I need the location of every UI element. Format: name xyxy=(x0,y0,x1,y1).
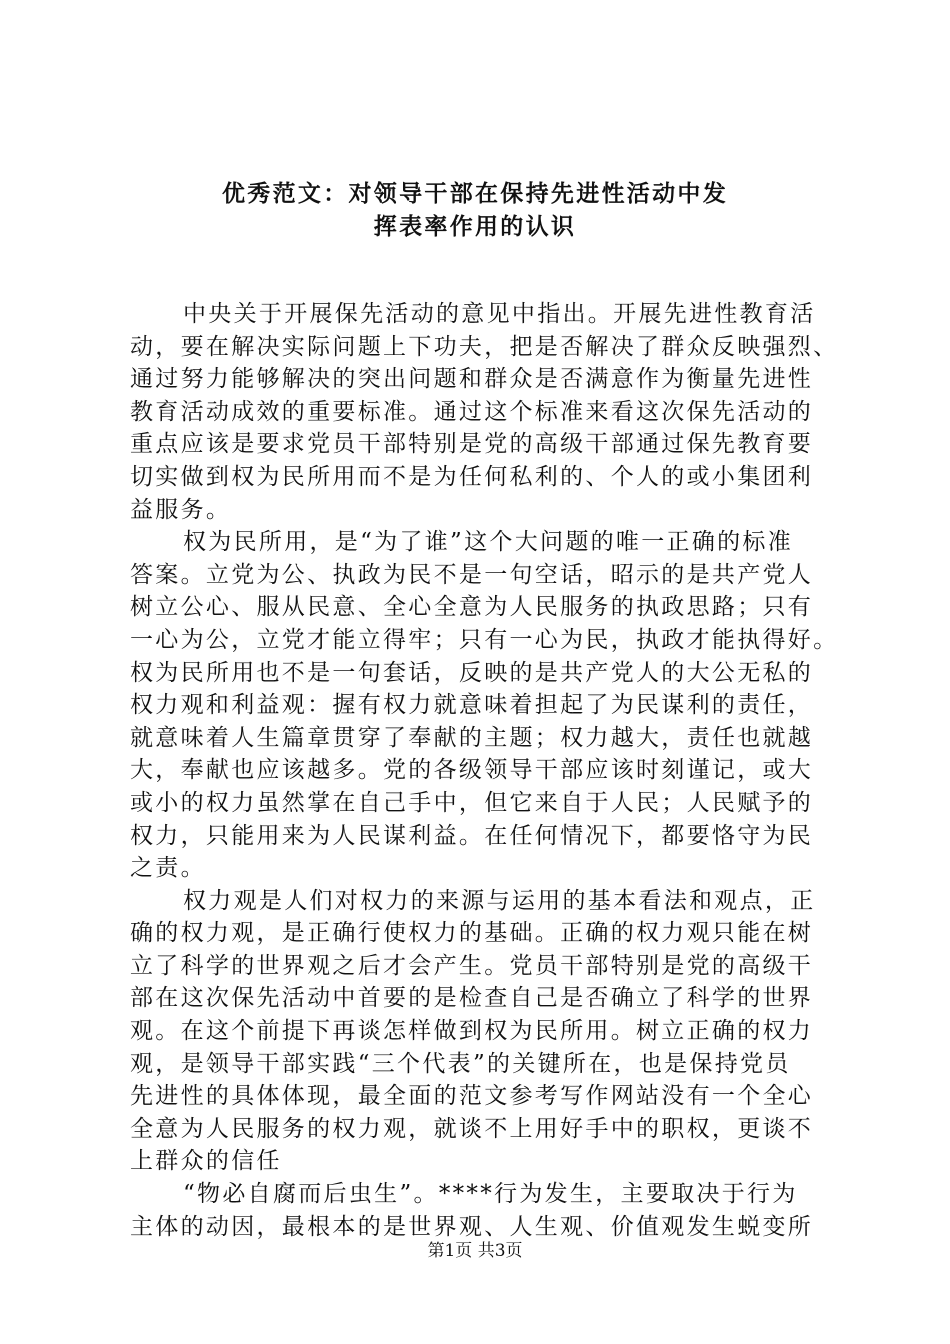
document-body xyxy=(130,298,839,1243)
text-line: 通过努力能够解决的突出问题和群众是否满意作为衡量先进性 xyxy=(130,366,814,393)
title-line: 挥表率作用的认识 xyxy=(373,212,577,240)
paragraph-3 xyxy=(130,885,830,1178)
document-title xyxy=(120,178,830,243)
text-line: 益服务。 xyxy=(130,496,232,523)
text-line: 重点应该是要求党员干部特别是党的高级干部通过保先教育要 xyxy=(130,431,814,458)
text-line: 教育活动成效的重要标准。通过这个标准来看这次保先活动的 xyxy=(130,398,814,425)
text-line: 权力，只能用来为人民谋利益。在任何情况下，都要恪守为民 xyxy=(130,822,814,849)
title-line: 优秀范文：对领导干部在保持先进性活动中发 xyxy=(222,180,728,207)
text-line: “物必自腐而后虫生”。****行为发生，主要取决于行为 xyxy=(183,1181,798,1208)
paragraph-4 xyxy=(130,1178,830,1243)
text-line: 权为民所用，是“为了谁”这个大问题的唯一正确的标准 xyxy=(183,529,794,556)
text-line: 权力观是人们对权力的来源与运用的基本看法和观点，正 xyxy=(183,887,816,914)
text-line: 答案。立党为公、执政为民不是一句空话，昭示的是共产党人 xyxy=(130,561,814,588)
text-line: 部在这次保先活动中首要的是检查自己是否确立了科学的世界 xyxy=(130,985,814,1012)
text-line: 权为民所用也不是一句套话，反映的是共产党人的大公无私的 xyxy=(130,659,814,686)
text-line: 中央关于开展保先活动的意见中指出。开展先进性教育活 xyxy=(183,301,816,327)
text-line: 全意为人民服务的权力观，就谈不上用好手中的职权，更谈不 xyxy=(130,1115,814,1142)
text-line: 上群众的信任 xyxy=(130,1148,282,1175)
text-line: 切实做到权为民所用而不是为任何私利的、个人的或小集团利 xyxy=(130,463,814,490)
text-line: 观，是领导干部实践“三个代表”的关键所在，也是保持党员 xyxy=(130,1050,791,1077)
paragraph-2 xyxy=(130,526,839,885)
text-line: 之责。 xyxy=(130,855,206,882)
text-line: 确的权力观，是正确行使权力的基础。正确的权力观只能在树 xyxy=(130,920,814,947)
text-line: 主体的动因，最根本的是世界观、人生观、价值观发生蜕变所 xyxy=(130,1213,814,1240)
text-line: 一心为公，立党才能立得牢；只有一心为民，执政才能执得好。 xyxy=(130,626,839,653)
paragraph-1 xyxy=(130,298,839,526)
text-line: 树立公心、服从民意、全心全意为人民服务的执政思路；只有 xyxy=(130,594,814,621)
text-line: 大，奉献也应该越多。党的各级领导干部应该时刻谨记，或大 xyxy=(130,757,814,784)
text-line: 先进性的具体体现，最全面的范文参考写作网站没有一个全心 xyxy=(130,1083,814,1110)
text-line: 就意味着人生篇章贯穿了奉献的主题；权力越大，责任也就越 xyxy=(130,724,814,751)
text-line: 动，要在解决实际问题上下功夫，把是否解决了群众反映强烈、 xyxy=(130,333,839,360)
text-line: 权力观和利益观：握有权力就意味着担起了为民谋利的责任， xyxy=(130,692,814,719)
text-line: 立了科学的世界观之后才会产生。党员干部特别是党的高级干 xyxy=(130,952,814,979)
page-number-footer: 第1页 共3页 xyxy=(427,1241,523,1261)
text-line: 观。在这个前提下再谈怎样做到权为民所用。树立正确的权力 xyxy=(130,1018,814,1045)
text-line: 或小的权力虽然掌在自己手中，但它来自于人民；人民赋予的 xyxy=(130,789,814,816)
